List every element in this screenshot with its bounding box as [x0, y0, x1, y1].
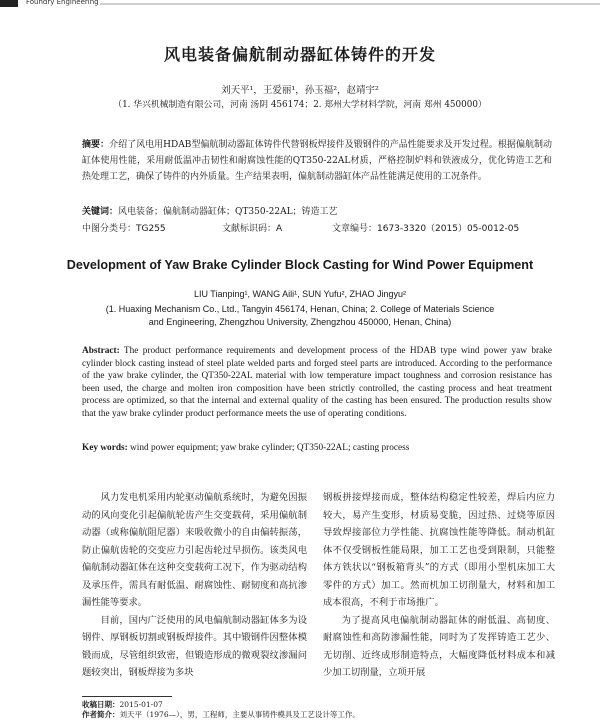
chinese-abstract: [82, 137, 552, 185]
chinese-title: 风电装备偏航制动器缸体铸件的开发: [163, 45, 436, 64]
received-value: 2015-01-07: [119, 700, 163, 709]
english-keywords-text: wind power equipment; yaw brake cylinder; QT350-22AL; casting process: [130, 443, 410, 453]
english-abstract-label: Abstract:: [82, 346, 120, 356]
english-abstract-text: The product performance requirements and development process of the HDAB type wind power yaw brake cylinder block casting instead of steel plate welded parts and forged steel parts are introduced. According to the performance of the yaw brake cylinder, the QT350-22AL material with low temperature impact toughness and corrosion resistance has been used, the charge and molten iron composition have been strictly controlled, the casting process and heat treatment process are optimized, so that the internal and external quality of the casting has been ensured. The production results show that the yaw brake cylinder product performance meets the use of operating conditions.: [82, 346, 553, 419]
body-paragraph: 目前，国内广泛使用的风电偏航制动器缸体多为设钢件、厚钢板切割或钢板焊接件。其中锻钢件因整体模锻而成，尽管组织致密，但锻造形成的微观裂纹渗漏问题较突出，钢板焊接为多块: [82, 614, 307, 678]
chinese-abstract-text: 介绍了风电用HDAB型偏航制动器缸体铸件代替钢板焊接件及锻钢件的产品性能要求及开发过程。根据偏航制动缸体使用性能，采用耐低温冲击韧性和耐腐蚀性能的QT350-22AL材质，严格控制炉料和铁液成分，优化铸造工艺和热处理工艺，确保了铸件的内外质量。生产结果表明，偏航制动器缸体产品性能满足使用的工况条件。: [82, 140, 552, 182]
chinese-abstract-label: 摘要：: [82, 140, 110, 150]
body-paragraph: 为了提高风电偏航制动器缸体的耐低温、高韧度、耐腐蚀性和高防渗漏性能，同时为了发挥铸造工艺少、无切削、近终成形制造特点，大幅度降低材料成本和减少加工切削量，立项开展: [323, 614, 555, 678]
document-code: 文献标识码：A: [222, 224, 283, 234]
journal-logo-block: [0, 0, 18, 7]
bio-label: 作者简介：: [82, 710, 120, 719]
class-number: 中图分类号：TG255: [82, 224, 166, 234]
journal-header-strip: [0, 0, 600, 9]
received-date-note: [82, 700, 562, 710]
chinese-affiliation: （1. 华兴机械制造有限公司，河南 汤阴 456174；2. 郑州大学材料学院，河南 郑州 450000）: [113, 100, 487, 110]
body-column-left: [82, 489, 307, 682]
english-abstract: [82, 345, 552, 421]
english-affiliation: (1. Huaxing Mechanism Co., Ltd., Tangyin 456174, Henan, China; 2. College of Materials Science and Engineering, Zhengzhou University, Zhengzhou 450000, Henan, China): [105, 304, 495, 327]
article-number: 文章编号：1673-3320（2015）05-0012-05: [332, 224, 520, 234]
received-label: 收稿日期：: [82, 700, 120, 709]
journal-name: Foundry Engineering: [26, 0, 99, 6]
footnote-rule: [82, 696, 172, 697]
chinese-authors: 刘天平¹，王爱丽¹，孙玉福²，赵靖宇²: [221, 85, 379, 96]
classification-line: [82, 221, 562, 234]
header-rule: [100, 3, 600, 5]
english-keywords-label: Key words:: [82, 443, 128, 453]
english-keywords: [82, 443, 552, 453]
chinese-keywords-label: 关键词：: [82, 207, 119, 217]
body-paragraph: 风力发电机采用内轮驱动偏航系统时，为避免因振动的风向变化引起偏航轮齿产生交变载荷，采用偏航制动器（或称偏航阻尼器）来吸收微小的自由偏转振荡，防止偏航齿轮的交变应力引起齿轮过早损伤。该类风电偏航制动器缸体在这种交变载荷工况下，作为驱动结构及承压件，需具有耐低温、耐腐蚀性、耐韧度和高抗渗漏性能等要求。: [82, 492, 307, 608]
english-title: Development of Yaw Brake Cylinder Block Casting for Wind Power Equipment: [66, 258, 534, 272]
chinese-keywords: [82, 204, 552, 217]
english-authors: LIU Tianping¹, WANG Aili¹, SUN Yufu², ZHAO Jingyu²: [193, 289, 407, 299]
body-paragraph: 钢板拼接焊接而成，整体结构稳定性较差，焊后内应力较大，易产生变形，材质易变脆，因过热、过烧等原因导致焊接部位力学性能、抗腐蚀性能等降低。制动机缸体不仅受钢板性能局限，加工工艺也受到限制，只能整体方铁状以“钢板箱背头”的方式（即用小型机床加工大零件的方式）加工。然而机加工切削量大，材料和加工成本很高，不利于市场推广。: [323, 492, 555, 608]
chinese-keywords-text: 风电装备；偏航制动器缸体；QT350-22AL；铸造工艺: [118, 207, 338, 217]
body-column-right: [323, 489, 555, 682]
bio-value: 刘天平（1976—），男，工程师，主要从事铸件模具及工艺设计等工作。: [119, 710, 360, 719]
